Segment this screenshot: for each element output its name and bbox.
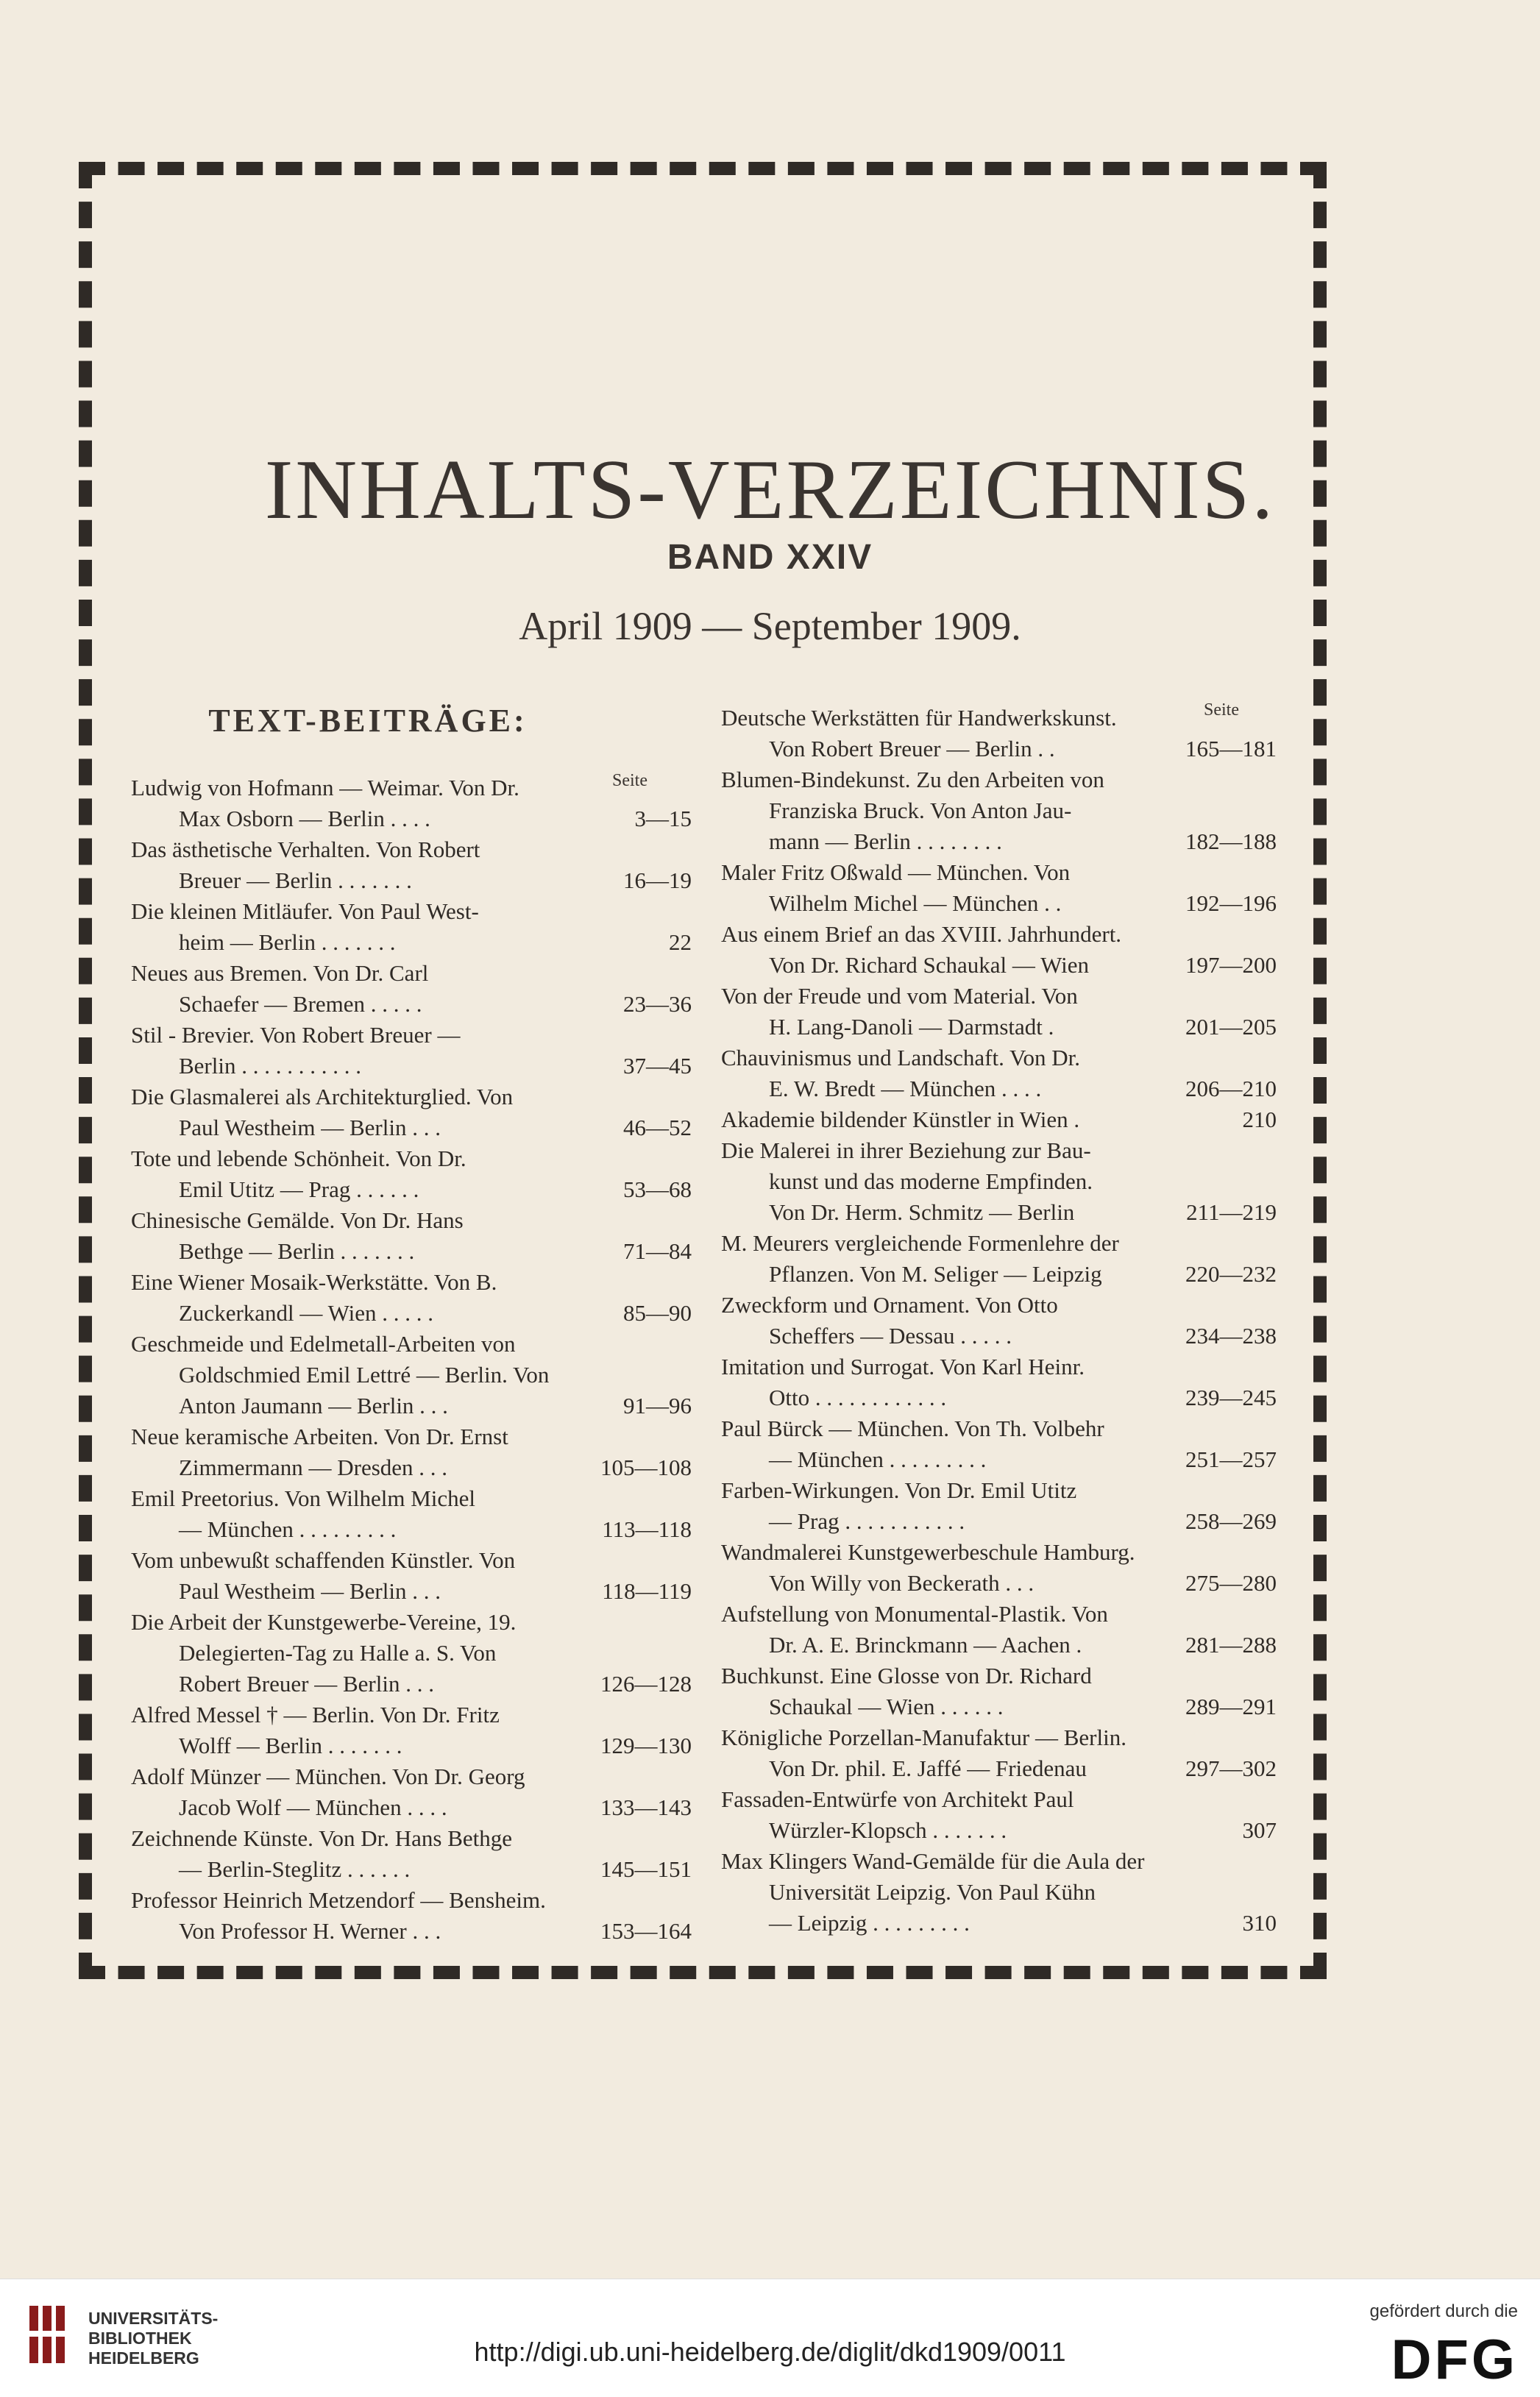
- toc-entry-line: E. W. Bredt — München . . . .: [769, 1076, 1042, 1101]
- toc-entry-pages: 145—151: [600, 1856, 692, 1882]
- toc-entry: [721, 1661, 1277, 1722]
- toc-entry-pages: 182—188: [1185, 828, 1277, 854]
- date-range: April 1909 — September 1909.: [519, 604, 1021, 648]
- toc-entry-line: Robert Breuer — Berlin . . .: [179, 1671, 434, 1697]
- toc-entry: [721, 1784, 1277, 1846]
- toc-entry-pages: 71—84: [623, 1238, 692, 1264]
- toc-entry-line: Breuer — Berlin . . . . . . .: [179, 867, 412, 893]
- page-title: INHALTS-VERZEICHNIS.: [264, 443, 1276, 537]
- page-column-label-right: Seite: [1204, 700, 1239, 720]
- toc-entry-line: — Prag . . . . . . . . . . .: [769, 1508, 965, 1534]
- toc-entry: [721, 1846, 1277, 1939]
- sponsor-label: gefördert durch die: [1369, 2301, 1518, 2321]
- toc-entry-line: Delegierten-Tag zu Halle a. S. Von: [179, 1640, 497, 1666]
- toc-entry: [721, 1104, 1277, 1135]
- toc-entry-line: Paul Westheim — Berlin . . .: [179, 1115, 441, 1140]
- toc-entry-pages: 91—96: [623, 1393, 692, 1418]
- toc-entry: [721, 764, 1277, 857]
- toc-entry-pages: 129—130: [600, 1733, 692, 1758]
- toc-entry-line: Von Dr. Herm. Schmitz — Berlin: [769, 1199, 1075, 1225]
- toc-entry-line: Emil Preetorius. Von Wilhelm Michel: [131, 1485, 476, 1511]
- toc-entry-pages: 289—291: [1185, 1694, 1277, 1719]
- toc-entry-line: Blumen-Bindekunst. Zu den Arbeiten von: [721, 767, 1104, 792]
- toc-entry-line: Das ästhetische Verhalten. Von Robert: [131, 837, 480, 862]
- toc-entry-pages: 234—238: [1185, 1323, 1277, 1349]
- toc-entry-line: Bethge — Berlin . . . . . . .: [179, 1238, 415, 1264]
- toc-entry-line: Königliche Porzellan-Manufaktur — Berlin.: [721, 1725, 1126, 1750]
- toc-entry-pages: 53—68: [623, 1176, 692, 1202]
- toc-entry-line: Paul Westheim — Berlin . . .: [179, 1578, 441, 1604]
- toc-entry: [131, 1700, 692, 1761]
- dfg-logo: DFG: [1391, 2329, 1518, 2391]
- toc-entry-pages: 37—45: [623, 1053, 692, 1079]
- toc-entry: [131, 1545, 692, 1607]
- toc-entry-line: Farben-Wirkungen. Von Dr. Emil Utitz: [721, 1477, 1077, 1503]
- toc-entry: [721, 1722, 1277, 1784]
- source-url-link[interactable]: http://digi.ub.uni-heidelberg.de/diglit/dkd1909/0011: [474, 2337, 1066, 2367]
- toc-entry-line: Adolf Münzer — München. Von Dr. Georg: [131, 1764, 525, 1789]
- toc-entry: [721, 919, 1277, 981]
- toc-entry: [131, 1020, 692, 1082]
- toc-entry-line: Anton Jaumann — Berlin . . .: [179, 1393, 448, 1418]
- toc-entry-line: Ludwig von Hofmann — Weimar. Von Dr.: [131, 775, 519, 800]
- toc-entry-line: Die Malerei in ihrer Beziehung zur Bau-: [721, 1137, 1091, 1163]
- toc-entry: [131, 1205, 692, 1267]
- toc-entry-line: Die Arbeit der Kunstgewerbe-Vereine, 19.: [131, 1609, 517, 1635]
- toc-entry-pages: 197—200: [1185, 952, 1277, 978]
- toc-entry-line: Würzler-Klopsch . . . . . . .: [769, 1817, 1007, 1843]
- toc-entry-pages: 22: [669, 929, 692, 955]
- toc-entry-line: Max Klingers Wand-Gemälde für die Aula der: [721, 1848, 1145, 1874]
- toc-entry: [721, 1228, 1277, 1290]
- toc-entry-line: Schaefer — Bremen . . . . .: [179, 991, 422, 1017]
- toc-entry-line: Scheffers — Dessau . . . . .: [769, 1323, 1012, 1349]
- toc-entry-line: Goldschmied Emil Lettré — Berlin. Von: [179, 1362, 550, 1388]
- toc-entry-line: Schaukal — Wien . . . . . .: [769, 1694, 1004, 1719]
- toc-entry-line: Pflanzen. Von M. Seliger — Leipzig: [769, 1261, 1102, 1287]
- toc-entry-line: — Leipzig . . . . . . . . .: [769, 1910, 970, 1936]
- toc-entry-pages: 206—210: [1185, 1076, 1277, 1101]
- toc-entry-line: Fassaden-Entwürfe von Architekt Paul: [721, 1786, 1074, 1812]
- toc-entry-line: Aus einem Brief an das XVIII. Jahrhundert.: [721, 921, 1122, 947]
- toc-entry-line: Wandmalerei Kunstgewerbeschule Hamburg.: [721, 1539, 1135, 1565]
- toc-entry-line: Alfred Messel † — Berlin. Von Dr. Fritz: [131, 1702, 500, 1727]
- toc-entry-pages: 239—245: [1185, 1385, 1277, 1410]
- toc-entry-line: Professor Heinrich Metzendorf — Bensheim.: [131, 1887, 546, 1913]
- toc-entry-pages: 85—90: [623, 1300, 692, 1326]
- toc-entry-line: Paul Bürck — München. Von Th. Volbehr: [721, 1416, 1104, 1441]
- toc-entry-line: Jacob Wolf — München . . . .: [179, 1794, 447, 1820]
- toc-entry-line: Von Willy von Beckerath . . .: [769, 1570, 1035, 1596]
- toc-entry-line: Chauvinismus und Landschaft. Von Dr.: [721, 1045, 1080, 1070]
- toc-entry-pages: 281—288: [1185, 1632, 1277, 1658]
- toc-entry: [131, 958, 692, 1020]
- toc-entry-line: Berlin . . . . . . . . . . .: [179, 1053, 361, 1079]
- toc-entry: [721, 1475, 1277, 1537]
- toc-entry: [131, 1761, 692, 1823]
- toc-entry-line: Wilhelm Michel — München . .: [769, 890, 1062, 916]
- toc-entry: [131, 1483, 692, 1545]
- toc-entry-line: heim — Berlin . . . . . . .: [179, 929, 396, 955]
- toc-entry-pages: 126—128: [600, 1671, 692, 1697]
- toc-entry: [131, 1329, 692, 1421]
- toc-entry-pages: 23—36: [623, 991, 692, 1017]
- logo-line-2: BIBLIOTHEK: [88, 2329, 192, 2348]
- toc-entry: [721, 1352, 1277, 1413]
- toc-entry-pages: 113—118: [602, 1516, 692, 1542]
- toc-entry: [131, 1607, 692, 1700]
- toc-entry-line: Eine Wiener Mosaik-Werkstätte. Von B.: [131, 1269, 497, 1295]
- section-heading: TEXT-BEITRÄGE:: [208, 703, 528, 739]
- toc-entry-pages: 153—164: [600, 1918, 692, 1944]
- toc-entry-pages: 16—19: [623, 867, 692, 893]
- toc-entry: [131, 1823, 692, 1885]
- toc-entry-line: Von Robert Breuer — Berlin . .: [769, 736, 1055, 761]
- toc-entry: [721, 1135, 1277, 1228]
- toc-entry-line: Universität Leipzig. Von Paul Kühn: [769, 1879, 1096, 1905]
- toc-entry-line: Die Glasmalerei als Architekturglied. Von: [131, 1084, 514, 1109]
- volume-label: BAND XXIV: [667, 538, 873, 577]
- toc-entry: [721, 1043, 1277, 1104]
- toc-entry-pages: 118—119: [602, 1578, 692, 1604]
- toc-entry-pages: 201—205: [1185, 1014, 1277, 1040]
- toc-entry-line: Stil - Brevier. Von Robert Breuer —: [131, 1022, 461, 1048]
- toc-entry: [721, 703, 1277, 764]
- toc-entry-line: Emil Utitz — Prag . . . . . .: [179, 1176, 419, 1202]
- toc-entry-line: Otto . . . . . . . . . . . .: [769, 1385, 947, 1410]
- toc-entry-line: Aufstellung von Monumental-Plastik. Von: [721, 1601, 1108, 1627]
- toc-entry-line: Von Professor H. Werner . . .: [179, 1918, 441, 1944]
- page-column-label-left: Seite: [612, 771, 647, 790]
- toc-entry-line: Dr. A. E. Brinckmann — Aachen .: [769, 1632, 1082, 1658]
- toc-entry-pages: 307: [1242, 1817, 1277, 1843]
- toc-entry-pages: 46—52: [623, 1115, 692, 1140]
- toc-entry: [131, 1421, 692, 1483]
- toc-entry: [721, 1537, 1277, 1599]
- logo-line-3: HEIDELBERG: [88, 2348, 199, 2368]
- logo-line-1: UNIVERSITÄTS-: [88, 2309, 219, 2328]
- toc-entry: [131, 1885, 692, 1947]
- toc-entry-pages: 210: [1242, 1107, 1277, 1132]
- toc-entry-line: Zweckform und Ornament. Von Otto: [721, 1292, 1058, 1318]
- toc-entry-line: Geschmeide und Edelmetall-Arbeiten von: [131, 1331, 516, 1357]
- toc-entry-pages: 165—181: [1185, 736, 1277, 761]
- toc-entry-line: kunst und das moderne Empfinden.: [769, 1168, 1093, 1194]
- toc-entry-line: Maler Fritz Oßwald — München. Von: [721, 859, 1071, 885]
- toc-entry: [131, 1267, 692, 1329]
- toc-entry: [721, 1413, 1277, 1475]
- toc-entry-line: Die kleinen Mitläufer. Von Paul West-: [131, 898, 479, 924]
- toc-entry-line: Vom unbewußt schaffenden Künstler. Von: [131, 1547, 516, 1573]
- toc-entry-line: Von Dr. phil. E. Jaffé — Friedenau: [769, 1755, 1087, 1781]
- toc-entry-line: Imitation und Surrogat. Von Karl Heinr.: [721, 1354, 1085, 1379]
- toc-entry-line: Buchkunst. Eine Glosse von Dr. Richard: [721, 1663, 1092, 1688]
- footer-bar: [0, 2279, 1540, 2397]
- toc-entry-pages: 133—143: [600, 1794, 692, 1820]
- toc-entry-pages: 3—15: [634, 806, 692, 831]
- toc-left-column: [131, 773, 692, 1947]
- toc-entry: [131, 1143, 692, 1205]
- toc-entry: [721, 1290, 1277, 1352]
- toc-entry-line: Max Osborn — Berlin . . . .: [179, 806, 430, 831]
- toc-entry-pages: 310: [1242, 1910, 1277, 1936]
- toc-entry-line: Wolff — Berlin . . . . . . .: [179, 1733, 402, 1758]
- toc-entry-pages: 220—232: [1185, 1261, 1277, 1287]
- toc-entry-line: Deutsche Werkstätten für Handwerkskunst.: [721, 705, 1117, 731]
- toc-entry-pages: 258—269: [1185, 1508, 1277, 1534]
- toc-entry-line: Franziska Bruck. Von Anton Jau-: [769, 798, 1072, 823]
- toc-entry-pages: 297—302: [1185, 1755, 1277, 1781]
- toc-entry-line: — München . . . . . . . . .: [179, 1516, 397, 1542]
- toc-entry-line: Neue keramische Arbeiten. Von Dr. Ernst: [131, 1424, 508, 1449]
- toc-entry: [131, 896, 692, 958]
- toc-entry-line: Akademie bildender Künstler in Wien .: [721, 1107, 1080, 1132]
- toc-entry: [131, 773, 692, 834]
- toc-entry-pages: 251—257: [1185, 1446, 1277, 1472]
- toc-entry-line: H. Lang-Danoli — Darmstadt .: [769, 1014, 1054, 1040]
- toc-entry-line: Neues aus Bremen. Von Dr. Carl: [131, 960, 429, 986]
- toc-entry-line: — Berlin-Steglitz . . . . . .: [179, 1856, 411, 1882]
- toc-entry-line: Chinesische Gemälde. Von Dr. Hans: [131, 1207, 464, 1233]
- toc-entry-line: Zeichnende Künste. Von Dr. Hans Bethge: [131, 1825, 513, 1851]
- toc-entry-line: Zuckerkandl — Wien . . . . .: [179, 1300, 433, 1326]
- toc-entry-line: Zimmermann — Dresden . . .: [179, 1455, 448, 1480]
- toc-entry-line: Von Dr. Richard Schaukal — Wien: [769, 952, 1089, 978]
- toc-entry: [721, 981, 1277, 1043]
- toc-entry-line: Tote und lebende Schönheit. Von Dr.: [131, 1146, 466, 1171]
- toc-entry-pages: 105—108: [600, 1455, 692, 1480]
- toc-entry: [721, 1599, 1277, 1661]
- toc-entry-line: M. Meurers vergleichende Formenlehre der: [721, 1230, 1119, 1256]
- toc-right-column: [721, 703, 1277, 1939]
- toc-entry-pages: 192—196: [1185, 890, 1277, 916]
- toc-entry: [721, 857, 1277, 919]
- toc-entry: [131, 834, 692, 896]
- toc-entry-line: Von der Freude und vom Material. Von: [721, 983, 1078, 1009]
- toc-entry-line: mann — Berlin . . . . . . . .: [769, 828, 1002, 854]
- toc-entry-line: — München . . . . . . . . .: [769, 1446, 987, 1472]
- toc-entry: [131, 1082, 692, 1143]
- toc-entry-pages: 211—219: [1186, 1199, 1277, 1225]
- toc-entry-pages: 275—280: [1185, 1570, 1277, 1596]
